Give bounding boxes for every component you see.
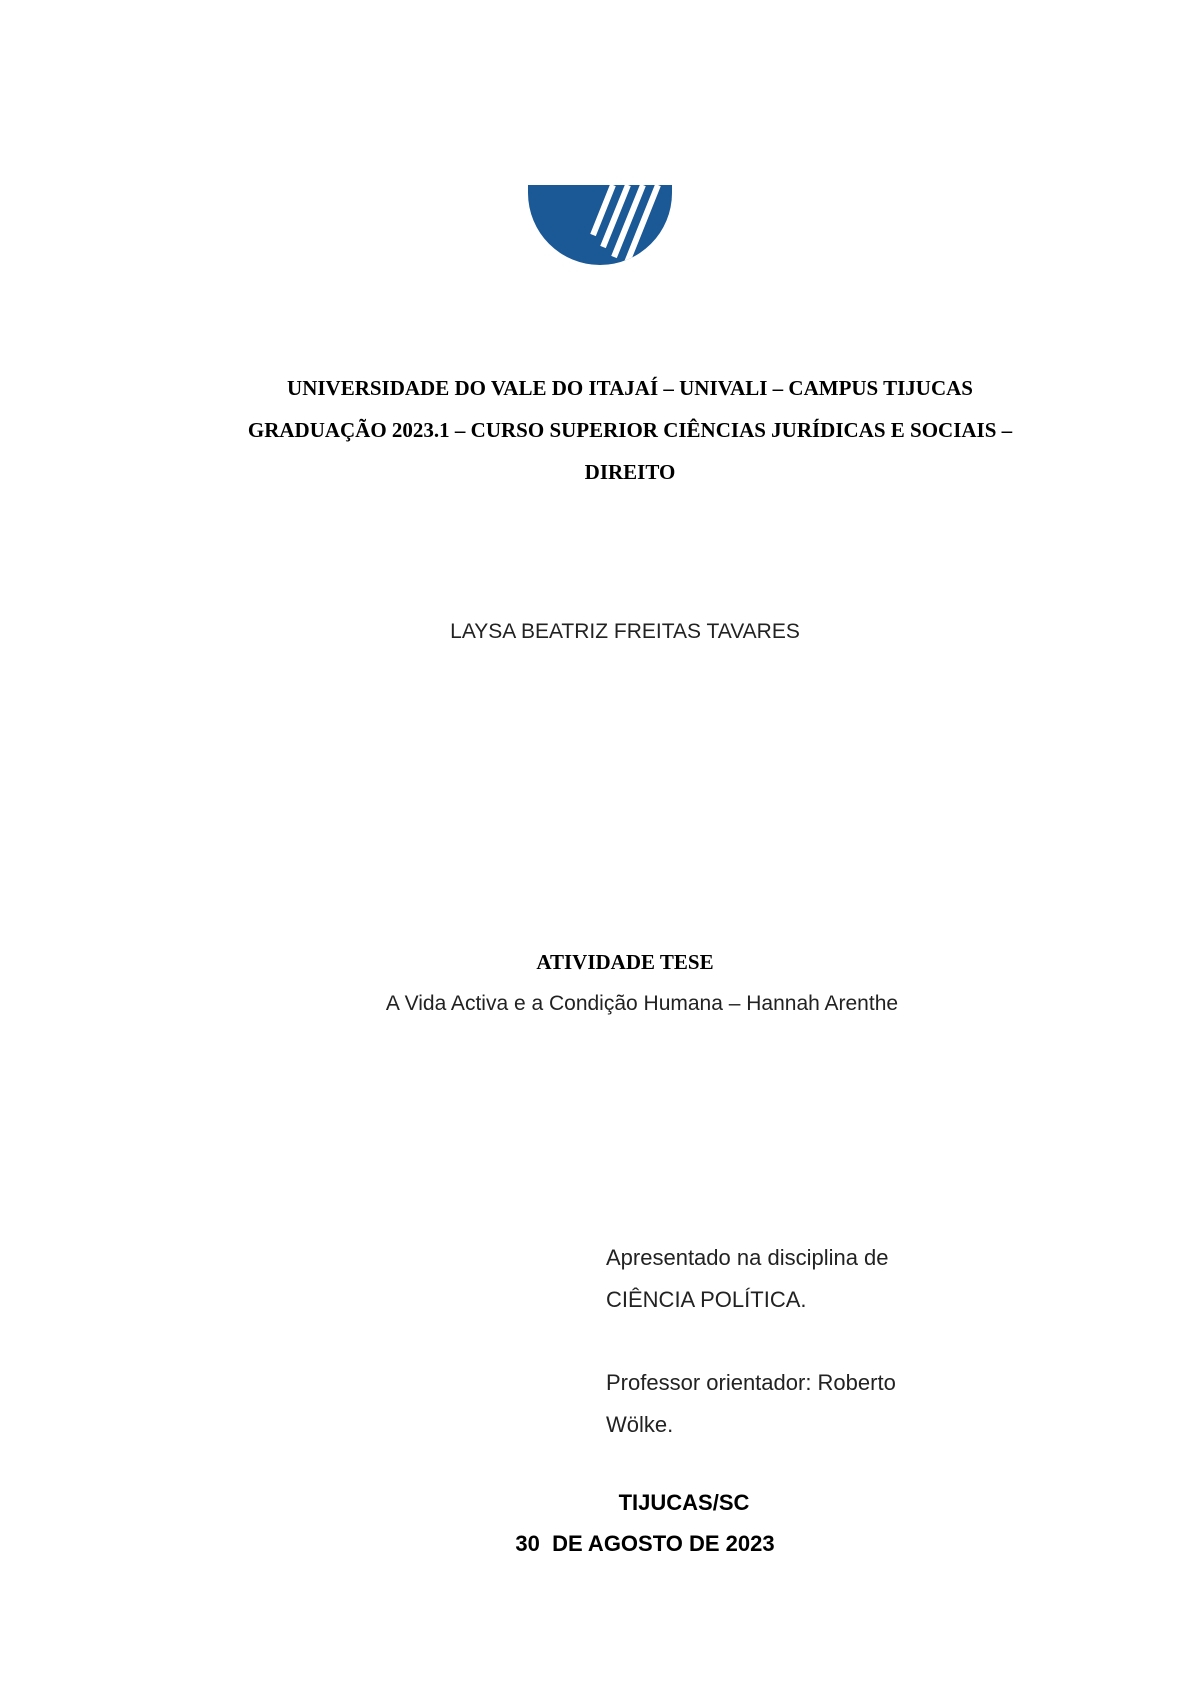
univali-emblem-icon — [510, 185, 690, 265]
univali-logo — [510, 185, 690, 315]
work-title: ATIVIDADE TESE — [536, 950, 714, 974]
author-name: LAYSA BEATRIZ FREITAS TAVARES — [450, 620, 800, 643]
header-line-2: GRADUAÇÃO 2023.1 – CURSO SUPERIOR CIÊNCIAS JURÍDICAS E SOCIAIS – — [247, 418, 1013, 442]
presentation-line-2: CIÊNCIA POLÍTICA. — [606, 1287, 807, 1312]
advisor-line-2: Wölke. — [606, 1412, 674, 1437]
presentation-line-1: Apresentado na disciplina de — [606, 1245, 889, 1270]
document-date: 30 DE AGOSTO DE 2023 — [515, 1531, 775, 1556]
institution-header — [180, 367, 1080, 493]
header-line-1: UNIVERSIDADE DO VALE DO ITAJAÍ – UNIVALI – CAMPUS TIJUCAS — [287, 376, 973, 400]
city-location: TIJUCAS/SC — [618, 1490, 750, 1515]
header-line-3: DIREITO — [584, 460, 676, 484]
work-subtitle: A Vida Activa e a Condição Humana – Hannah Arenthe — [385, 992, 899, 1015]
presentation-note — [606, 1237, 1006, 1321]
advisor-line-1: Professor orientador: Roberto — [606, 1370, 896, 1395]
advisor-note — [606, 1362, 1006, 1446]
